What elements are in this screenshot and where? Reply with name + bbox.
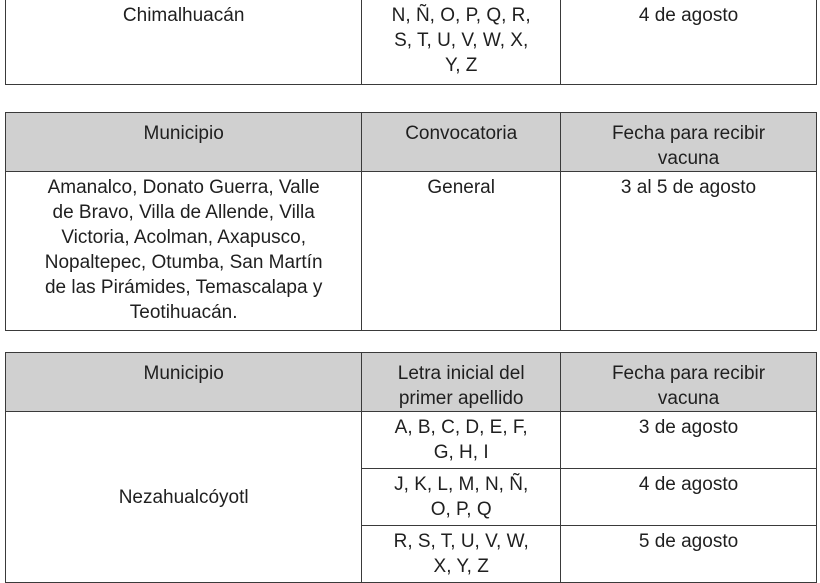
- convocatoria-cell: General: [362, 172, 561, 331]
- nezahualcoyotl-table: [5, 352, 817, 583]
- table-header-row: [6, 113, 817, 172]
- header-fecha: Fecha para recibir vacuna: [561, 113, 817, 172]
- fecha-cell: 4 de agosto: [561, 469, 817, 526]
- fecha-cell: 4 de agosto: [561, 0, 817, 84]
- letras-cell: R, S, T, U, V, W, X, Y, Z: [362, 526, 561, 583]
- fecha-cell: 5 de agosto: [561, 526, 817, 583]
- fecha-cell: 3 de agosto: [561, 412, 817, 469]
- letras-cell: A, B, C, D, E, F, G, H, I: [362, 412, 561, 469]
- header-letra-inicial: Letra inicial del primer apellido: [362, 353, 561, 412]
- header-convocatoria: Convocatoria: [362, 113, 561, 172]
- letras-cell: J, K, L, M, N, Ñ, O, P, Q: [362, 469, 561, 526]
- table-header-row: [6, 353, 817, 412]
- fecha-cell: 3 al 5 de agosto: [561, 172, 817, 331]
- header-municipio: Municipio: [6, 353, 362, 412]
- municipio-cell: Chimalhuacán: [6, 0, 362, 84]
- table-row: [6, 172, 817, 331]
- header-fecha: Fecha para recibir vacuna: [561, 353, 817, 412]
- general-convocatoria-table: [5, 112, 817, 331]
- municipios-cell: Amanalco, Donato Guerra, Valle de Bravo, Villa de Allende, Villa Victoria, Acolman, Axapusco, Nopaltepec, Otumba, San Martín de las Pirámides, Temascalapa y Teotihuacán.: [6, 172, 362, 331]
- chimalhuacan-table: [5, 0, 817, 85]
- table-row: [6, 0, 817, 84]
- municipio-cell: Nezahualcóyotl: [6, 412, 362, 583]
- table-row: [6, 412, 817, 469]
- header-municipio: Municipio: [6, 113, 362, 172]
- letras-cell: N, Ñ, O, P, Q, R, S, T, U, V, W, X, Y, Z: [362, 0, 561, 84]
